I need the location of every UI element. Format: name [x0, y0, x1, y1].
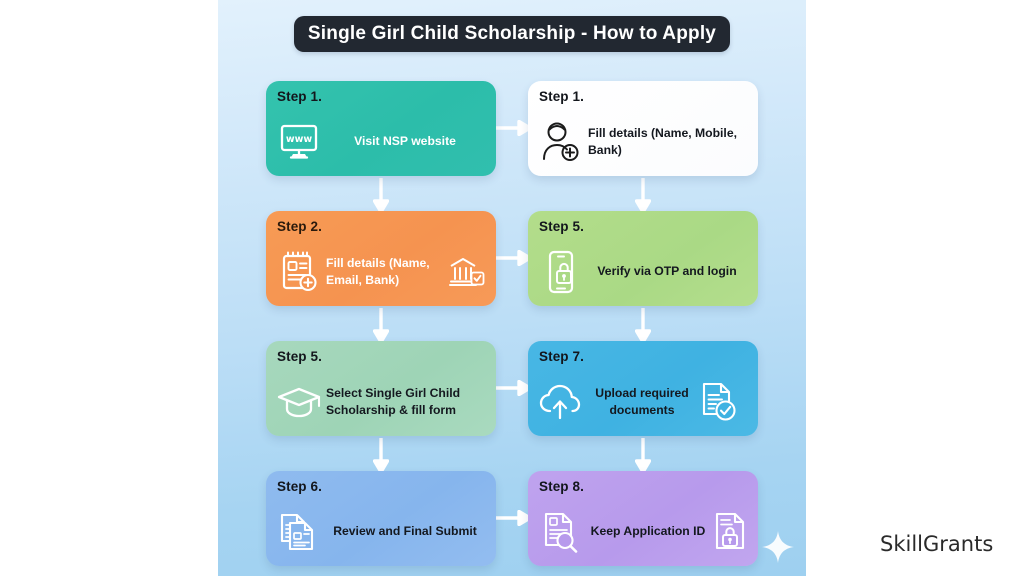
documents-icon — [276, 509, 322, 555]
bank-check-icon — [448, 253, 486, 291]
step-label: Step 5. — [277, 349, 322, 364]
step-description: Review and Final Submit — [333, 524, 477, 539]
user-add-icon — [538, 119, 584, 165]
brand-watermark: SkillGrants — [880, 532, 994, 556]
step-description: Upload required documents — [595, 386, 689, 417]
document-lock-icon — [712, 513, 750, 551]
form-add-icon — [276, 249, 322, 295]
step-label: Step 5. — [539, 219, 584, 234]
graduation-cap-icon — [276, 379, 322, 425]
step-description: Fill details (Name, Mobile, Bank) — [588, 126, 737, 157]
svg-text:www: www — [285, 133, 313, 145]
step-card-6[interactable] — [528, 341, 758, 436]
infographic-title-banner — [294, 16, 730, 52]
step-description: Select Single Girl Child Scholarship & fill form — [326, 386, 461, 417]
sparkle-decoration-icon — [761, 530, 795, 564]
step-label: Step 1. — [539, 89, 584, 104]
page-title: Single Girl Child Scholarship - How to Apply — [307, 23, 717, 44]
step-label: Step 2. — [277, 219, 322, 234]
phone-lock-icon — [538, 249, 584, 295]
infographic-canvas — [218, 0, 806, 576]
step-label: Step 7. — [539, 349, 584, 364]
step-label: Step 1. — [277, 89, 322, 104]
step-card-4[interactable] — [528, 211, 758, 306]
step-description: Fill details (Name, Email, Bank) — [326, 256, 430, 287]
step-card-1[interactable] — [266, 81, 496, 176]
monitor-www-icon — [276, 119, 322, 165]
step-card-3[interactable] — [266, 211, 496, 306]
step-description: Visit NSP website — [354, 134, 456, 149]
step-card-5[interactable] — [266, 341, 496, 436]
step-description: Keep Application ID — [590, 524, 706, 539]
step-card-8[interactable] — [528, 471, 758, 566]
step-label: Step 6. — [277, 479, 322, 494]
document-check-icon — [700, 383, 738, 421]
document-search-icon — [538, 509, 584, 555]
cloud-upload-icon — [538, 379, 584, 425]
step-card-7[interactable] — [266, 471, 496, 566]
step-card-2[interactable] — [528, 81, 758, 176]
step-label: Step 8. — [539, 479, 584, 494]
step-description: Verify via OTP and login — [597, 264, 737, 279]
